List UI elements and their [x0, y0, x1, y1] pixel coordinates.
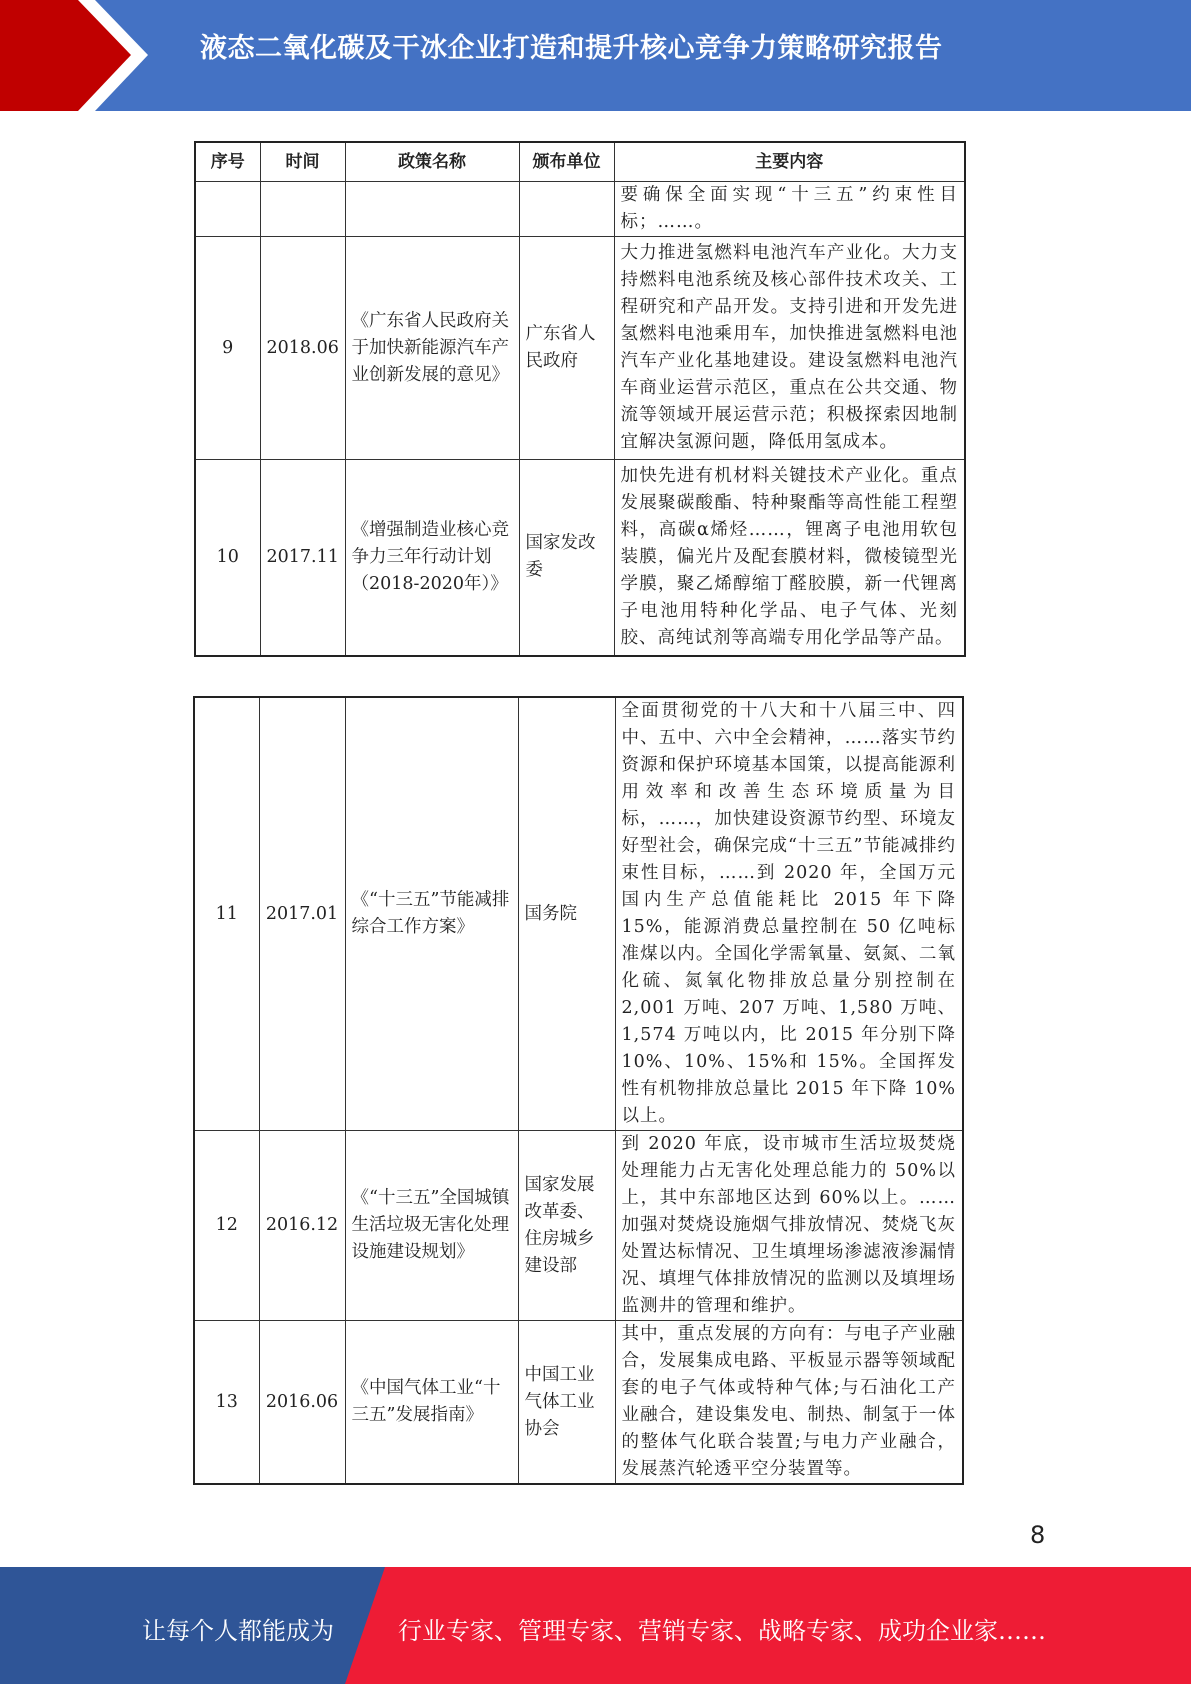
row-issuer: 国务院 [518, 697, 615, 1131]
header-no: 序号 [195, 142, 260, 182]
header-name: 政策名称 [345, 142, 519, 182]
page-header [0, 0, 1191, 111]
row-content: 全面贯彻党的十八大和十八届三中、四中、五中、六中全会精神，……落实节约资源和保护环境基本国策，以提高能源利用效率和改善生态环境质量为目标，……，加快建设资源节约型、环境友好型社会，确保完成“十三五”节能减排约束性目标，……到 2020 年，全国万元国内生产总值能耗比 2015 年下降 15%，能源消费总量控制在 50 亿吨标准煤以内。全国化学需氧量、氨氮、二氧化硫、氮氧化物排放总量分别控制在 2,001 万吨、207 万吨、1,580 万吨、1,574 万吨以内，比 2015 年分别下降 10%、10%、15%和 15%。全国挥发性有机物排放总量比 2015 年下降 10%以上。 [615, 697, 963, 1131]
policy-table-1 [194, 141, 966, 657]
row-issuer: 广东省人民政府 [519, 237, 614, 460]
row-issuer: 国家发展改革委、住房城乡建设部 [518, 1131, 615, 1321]
row-policy-name: 《增强制造业核心竞争力三年行动计划（2018-2020年）》 [345, 460, 519, 656]
row-issuer: 中国工业气体工业协会 [518, 1321, 615, 1485]
footer-slogan-right: 行业专家、管理专家、营销专家、战略专家、成功企业家…… [398, 1617, 1046, 1645]
row-date [260, 182, 345, 237]
table-row [195, 460, 965, 656]
row-content: 其中，重点发展的方向有：与电子产业融合，发展集成电路、平板显示器等领域配套的电子气体或特种气体;与石油化工产业融合，建设集发电、制热、制氢于一体的整体气化联合装置;与电力产业融合，发展蒸汽轮透平空分装置等。 [615, 1321, 963, 1485]
table-row [194, 1131, 963, 1321]
row-content: 大力推进氢燃料电池汽车产业化。大力支持燃料电池系统及核心部件技术攻关、工程研究和产品开发。支持引进和开发先进氢燃料电池乘用车，加快推进氢燃料电池汽车产业化基地建设。建设氢燃料电池汽车商业运营示范区，重点在公共交通、物流等领域开展运营示范；积极探索因地制宜解决氢源问题，降低用氢成本。 [614, 237, 965, 460]
row-policy-name: 《“十三五”节能减排综合工作方案》 [345, 697, 518, 1131]
row-policy-name [345, 182, 519, 237]
header-date: 时间 [260, 142, 345, 182]
row-no: 12 [194, 1131, 259, 1321]
header-content: 主要内容 [614, 142, 965, 182]
row-no: 9 [195, 237, 260, 460]
table-row [195, 182, 965, 237]
report-title: 液态二氧化碳及干冰企业打造和提升核心竞争力策略研究报告 [200, 33, 943, 64]
page-footer [0, 1567, 1191, 1684]
row-date: 2016.12 [259, 1131, 345, 1321]
table-row [194, 1321, 963, 1485]
row-policy-name: 《“十三五”全国城镇生活垃圾无害化处理设施建设规划》 [345, 1131, 518, 1321]
row-content: 要确保全面实现“十三五”约束性目标；……。 [614, 182, 965, 237]
row-issuer [519, 182, 614, 237]
page-number: 8 [1030, 1521, 1046, 1549]
header-arrow-decoration [0, 0, 160, 111]
row-no: 10 [195, 460, 260, 656]
row-date: 2018.06 [260, 237, 345, 460]
table-row [195, 237, 965, 460]
row-date: 2017.11 [260, 460, 345, 656]
row-no [195, 182, 260, 237]
row-policy-name: 《中国气体工业“十三五”发展指南》 [345, 1321, 518, 1485]
row-date: 2016.06 [259, 1321, 345, 1485]
table-header-row [195, 142, 965, 182]
row-no: 11 [194, 697, 259, 1131]
header-issuer: 颁布单位 [519, 142, 614, 182]
table-row [194, 697, 963, 1131]
policy-table-2 [193, 696, 964, 1485]
row-policy-name: 《广东省人民政府关于加快新能源汽车产业创新发展的意见》 [345, 237, 519, 460]
row-issuer: 国家发改委 [519, 460, 614, 656]
footer-slogan-left: 让每个人都能成为 [142, 1617, 334, 1645]
row-no: 13 [194, 1321, 259, 1485]
row-date: 2017.01 [259, 697, 345, 1131]
row-content: 到 2020 年底，设市城市生活垃圾焚烧处理能力占无害化处理总能力的 50%以上，其中东部地区达到 60%以上。……加强对焚烧设施烟气排放情况、焚烧飞灰处置达标情况、卫生填埋场渗滤液渗漏情况、填埋气体排放情况的监测以及填埋场监测井的管理和维护。 [615, 1131, 963, 1321]
row-content: 加快先进有机材料关键技术产业化。重点发展聚碳酸酯、特种聚酯等高性能工程塑料，高碳α烯烃……，锂离子电池用软包装膜，偏光片及配套膜材料，微棱镜型光学膜，聚乙烯醇缩丁醛胶膜，新一代锂离子电池用特种化学品、电子气体、光刻胶、高纯试剂等高端专用化学品等产品。 [614, 460, 965, 656]
